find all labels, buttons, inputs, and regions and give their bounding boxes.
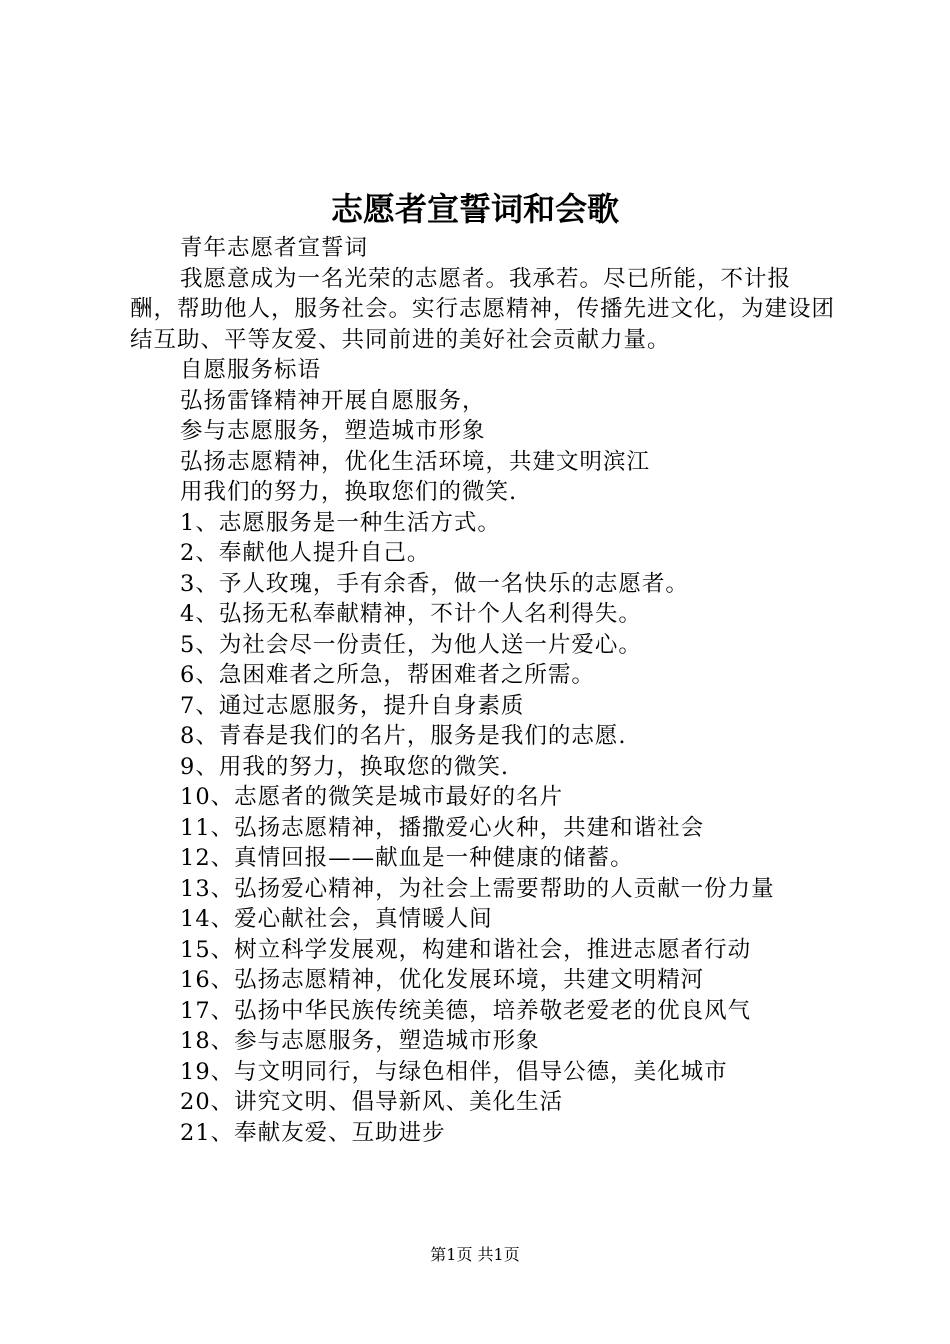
slogan-list-item: 11、弘扬志愿精神，播撒爱心火种，共建和谐社会 <box>180 814 705 841</box>
page-title: 志愿者宣誓词和会歌 <box>330 190 619 228</box>
paragraph-heading-slogans: 自愿服务标语 <box>180 357 322 383</box>
slogan-list-item: 18、参与志愿服务，塑造城市形象 <box>180 1028 540 1054</box>
slogan-list-item: 5、为社会尽一份责任，为他人送一片爱心。 <box>180 631 642 658</box>
slogan-list-item: 21、奉献友爱、互助进步 <box>180 1119 446 1146</box>
page-footer: 第1页 共1页 <box>430 1245 520 1264</box>
slogan-list-item: 8、青春是我们的名片，服务是我们的志愿. <box>180 723 627 749</box>
slogan-list-item: 13、弘扬爱心精神，为社会上需要帮助的人贡献一份力量 <box>180 875 775 902</box>
slogan-list-item: 2、奉献他人提升自己。 <box>180 540 431 566</box>
slogan-line: 用我们的努力，换取您们的微笑. <box>180 479 518 505</box>
slogan-list-item: 1、志愿服务是一种生活方式。 <box>180 509 501 536</box>
slogan-list-item: 3、予人玫瑰，手有余香，做一名快乐的志愿者。 <box>180 570 689 597</box>
slogan-line: 弘扬志愿精神，优化生活环境，共建文明滨江 <box>180 448 651 475</box>
slogan-list-item: 20、讲究文明、倡导新风、美化生活 <box>180 1089 564 1115</box>
slogan-list-item: 14、爱心献社会，真情暖人间 <box>180 906 493 932</box>
slogan-list-item: 7、通过志愿服务，提升自身素质 <box>180 692 525 719</box>
slogan-line: 弘扬雷锋精神开展自愿服务， <box>180 387 486 414</box>
slogan-line: 参与志愿服务，塑造城市形象 <box>180 418 486 444</box>
paragraph-pledge-text: 我愿意成为一名光荣的志愿者。我承若。尽已所能，不计报酬，帮助他人，服务社会。实行志愿精神，传播先进文化，为建设团结互助、平等友爱、共同前进的美好社会贡献力量。 <box>130 265 836 353</box>
slogan-list-item: 9、用我的努力，换取您的微笑. <box>180 753 509 780</box>
slogan-list-item: 12、真情回报——献血是一种健康的储蓄。 <box>180 845 634 871</box>
slogan-list-item: 10、志愿者的微笑是城市最好的名片 <box>180 784 564 810</box>
slogan-list-item: 15、树立科学发展观，构建和谐社会，推进志愿者行动 <box>180 936 752 963</box>
slogan-list-item: 17、弘扬中华民族传统美德，培养敬老爱老的优良风气 <box>180 997 752 1024</box>
slogan-list-item: 16、弘扬志愿精神，优化发展环境，共建文明精河 <box>180 967 705 993</box>
slogan-list-item: 6、急困难者之所急，帮困难者之所需。 <box>180 662 595 688</box>
slogan-list-item: 4、弘扬无私奉献精神，不计个人名利得失。 <box>180 601 642 627</box>
paragraph-heading-pledge: 青年志愿者宣誓词 <box>180 235 369 261</box>
slogan-list-item: 19、与文明同行，与绿色相伴，倡导公德，美化城市 <box>180 1058 728 1085</box>
document-body <box>130 233 835 1148</box>
